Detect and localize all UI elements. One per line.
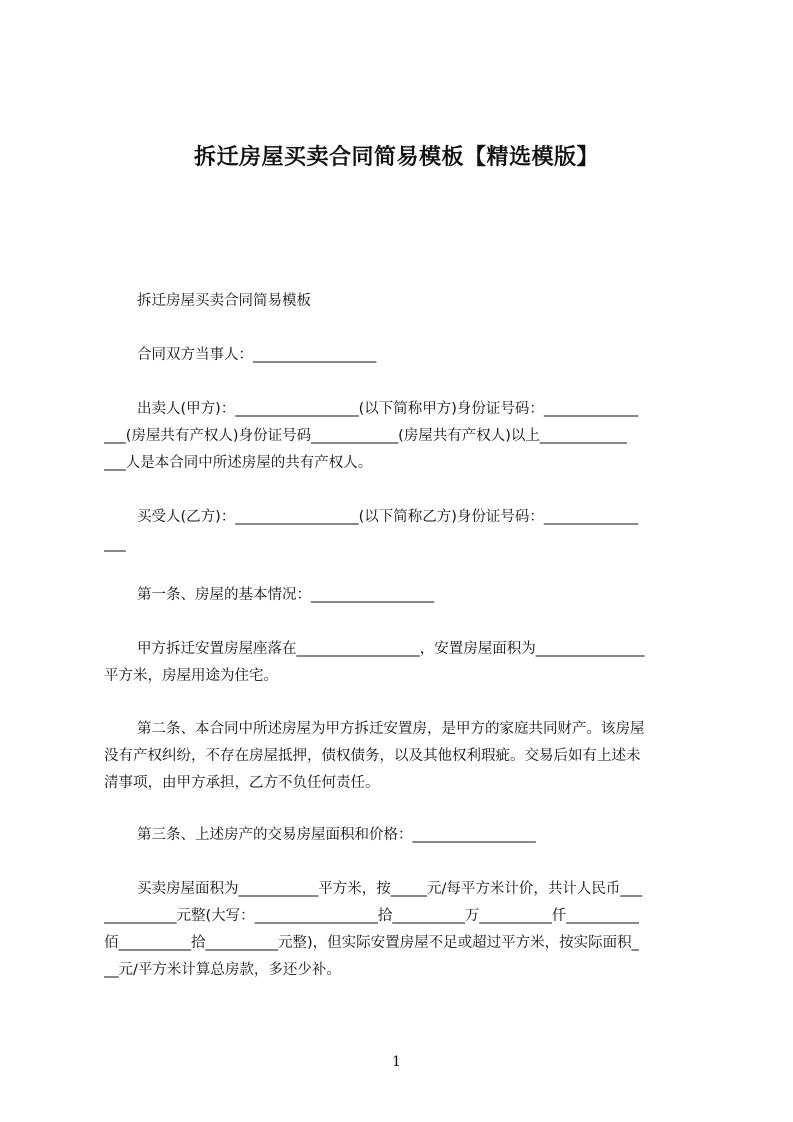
- buyer-line-1: 买受人(乙方)：_________________(以下简称乙方)身份证号码：_____________: [137, 509, 639, 525]
- price-line-1: 买卖房屋面积为___________平方米，按_____元/每平方米计价，共计人民币___: [137, 881, 643, 897]
- seller-line-2: ___(房屋共有产权人)身份证号码____________(房屋共有产权人)以上____________: [104, 428, 627, 444]
- article-2-line-1: 第二条、本合同中所述房屋为甲方拆迁安置房，是甲方的家庭共同财产。该房屋: [137, 721, 645, 737]
- article-2-line-3: 清事项，由甲方承担，乙方不负任何责任。: [104, 775, 380, 791]
- seller-line-1: 出卖人(甲方)：_________________(以下简称甲方)身份证号码：_____________: [137, 401, 639, 417]
- price-line-2: __________元整(大写：_________________拾__________万__________仟__________: [104, 908, 639, 924]
- page-number: 1: [392, 1054, 401, 1070]
- document-title: 拆迁房屋买卖合同简易模板【精选模版】: [193, 145, 599, 170]
- parties-line: 合同双方当事人：_________________: [137, 347, 377, 363]
- price-line-3: 佰__________拾__________元整)，但实际安置房屋不足或超过平方米，按实际面积_: [104, 935, 639, 951]
- article-1-heading: 第一条、房屋的基本情况：_________________: [137, 587, 435, 603]
- article-1-line-2: 平方米，房屋用途为住宅。: [104, 668, 278, 684]
- article-1-line-1: 甲方拆迁安置房屋座落在_________________，安置房屋面积为_______________: [137, 641, 645, 657]
- subtitle-line: 拆迁房屋买卖合同简易模板: [137, 293, 311, 309]
- article-3-heading: 第三条、上述房产的交易房屋面积和价格：_________________: [137, 827, 536, 843]
- article-2-line-2: 没有产权纠纷，不存在房屋抵押，债权债务，以及其他权利瑕疵。交易后如有上述未: [104, 748, 641, 764]
- buyer-line-2: ___: [104, 536, 126, 552]
- price-line-4: __元/平方米计算总房款，多还少补。: [104, 962, 341, 978]
- seller-line-3: ___人是本合同中所述房屋的共有产权人。: [104, 455, 373, 471]
